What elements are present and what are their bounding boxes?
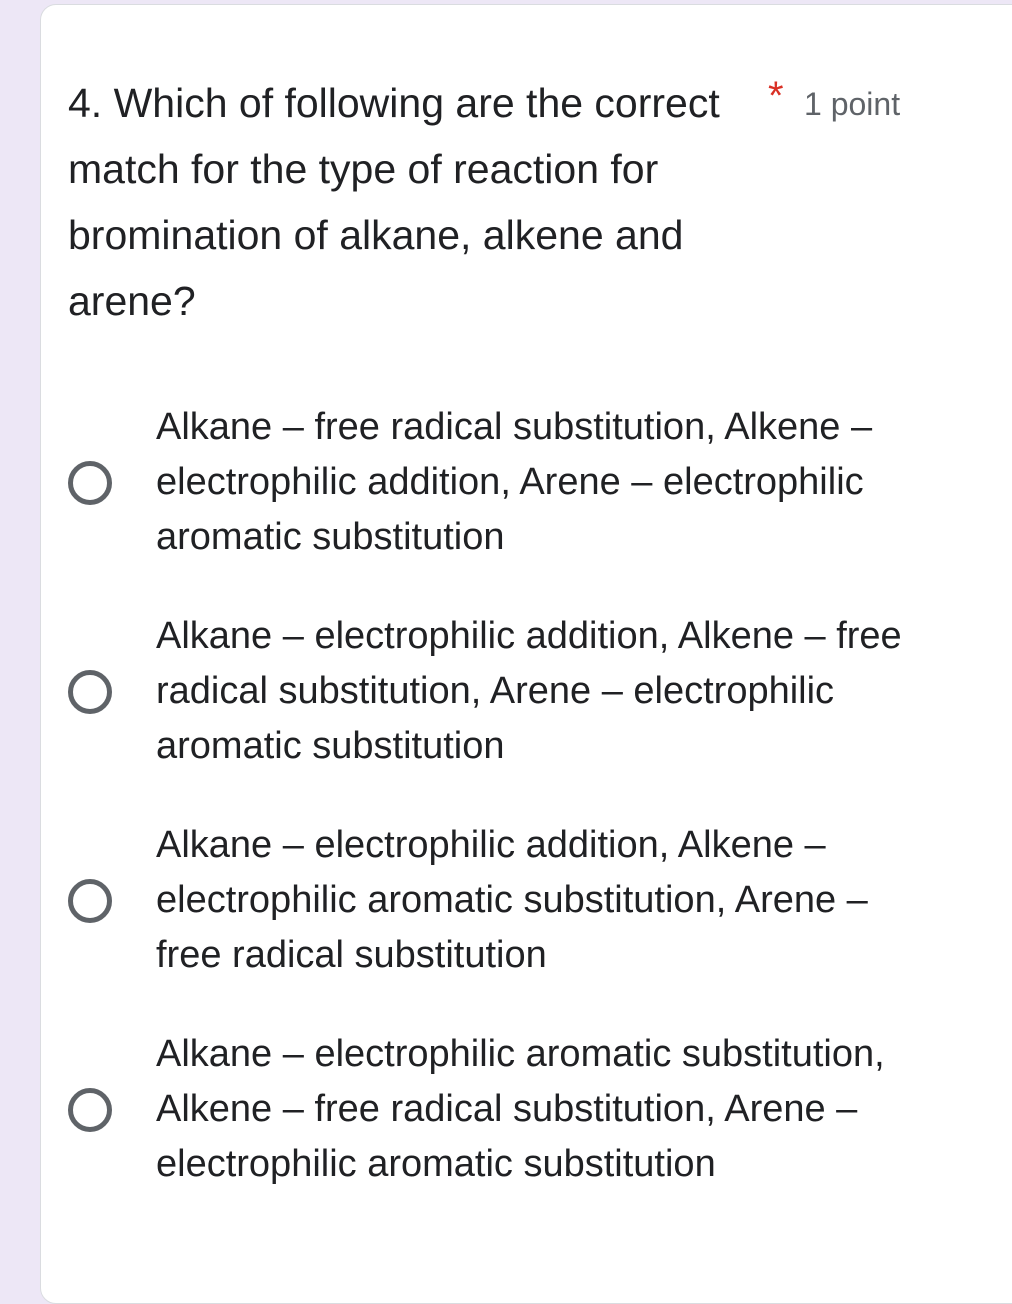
radio-button-icon[interactable] — [68, 461, 112, 505]
option-4[interactable] — [68, 1027, 948, 1192]
option-label: Alkane – electrophilic addition, Alkene – electrophilic aromatic substitution, Arene – free radical substitution — [156, 824, 889, 976]
radio-button-icon[interactable] — [68, 879, 112, 923]
radio-button-icon[interactable] — [68, 670, 112, 714]
option-2[interactable] — [68, 609, 948, 774]
points-label: 1 point — [804, 86, 901, 122]
option-label: Alkane – electrophilic addition, Alkene – free radical substitution, Arene – electrophilic aromatic substitution — [156, 615, 913, 767]
option-label: Alkane – electrophilic aromatic substitution, Alkene – free radical substitution, Arene – electrophilic aromatic substitution — [156, 1033, 894, 1185]
option-label: Alkane – free radical substitution, Alkene – electrophilic addition, Arene – electrophilic aromatic substitution — [156, 406, 883, 558]
question-header — [68, 70, 948, 334]
required-marker: * — [768, 74, 784, 118]
options-list — [68, 400, 948, 1236]
radio-button-icon[interactable] — [68, 1088, 112, 1132]
question-title: 4. Which of following are the correct match for the type of reaction for bromination of alkane, alkene and arene? — [68, 80, 720, 324]
option-3[interactable] — [68, 818, 948, 983]
option-1[interactable] — [68, 400, 948, 565]
